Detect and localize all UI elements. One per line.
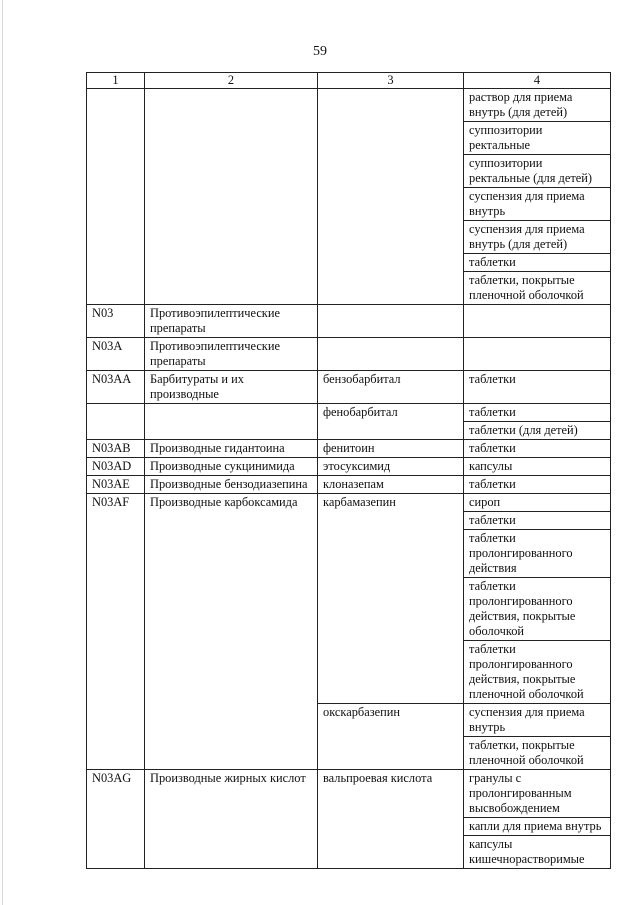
code-cell bbox=[87, 89, 145, 305]
code-cell: N03AG bbox=[87, 770, 145, 869]
page-edge-line bbox=[2, 0, 3, 905]
column-header: 3 bbox=[318, 73, 464, 89]
drug-cell: фенитоин bbox=[318, 440, 464, 458]
table-row bbox=[87, 404, 611, 422]
group-cell: Производные сукцинимида bbox=[145, 458, 318, 476]
group-cell: Противоэпилептические препараты bbox=[145, 305, 318, 338]
code-cell: N03AE bbox=[87, 476, 145, 494]
form-cell: суппозитории ректальные (для детей) bbox=[464, 155, 611, 188]
page-number: 59 bbox=[313, 44, 327, 59]
form-cell: таблетки bbox=[464, 512, 611, 530]
group-cell: Производные карбоксамида bbox=[145, 494, 318, 770]
table-row bbox=[87, 440, 611, 458]
form-cell: сироп bbox=[464, 494, 611, 512]
form-cell: таблетки, покрытые пленочной оболочкой bbox=[464, 737, 611, 770]
table-row bbox=[87, 371, 611, 404]
table-row bbox=[87, 305, 611, 338]
form-cell: раствор для приема внутрь (для детей) bbox=[464, 89, 611, 122]
form-cell: суспензия для приема внутрь bbox=[464, 704, 611, 737]
column-header: 4 bbox=[464, 73, 611, 89]
form-cell: суппозитории ректальные bbox=[464, 122, 611, 155]
drug-cell bbox=[318, 338, 464, 371]
code-cell: N03A bbox=[87, 338, 145, 371]
code-cell: N03 bbox=[87, 305, 145, 338]
drug-table bbox=[86, 72, 611, 869]
form-cell: капсулы кишечнорастворимые bbox=[464, 836, 611, 869]
table-row bbox=[87, 770, 611, 818]
drug-cell: этосуксимид bbox=[318, 458, 464, 476]
form-cell: капсулы bbox=[464, 458, 611, 476]
form-cell: таблетки пролонгированного действия, покрытые пленочной оболочкой bbox=[464, 641, 611, 704]
group-cell: Производные бензодиазепина bbox=[145, 476, 318, 494]
drug-cell: вальпроевая кислота bbox=[318, 770, 464, 869]
form-cell: капли для приема внутрь bbox=[464, 818, 611, 836]
form-cell: таблетки bbox=[464, 371, 611, 404]
form-cell: суспензия для приема внутрь bbox=[464, 188, 611, 221]
group-cell: Производные жирных кислот bbox=[145, 770, 318, 869]
form-cell bbox=[464, 338, 611, 371]
group-cell: Противоэпилептические препараты bbox=[145, 338, 318, 371]
code-cell: N03AA bbox=[87, 371, 145, 404]
code-cell: N03AD bbox=[87, 458, 145, 476]
form-cell: таблетки пролонгированного действия, покрытые оболочкой bbox=[464, 578, 611, 641]
table-row bbox=[87, 458, 611, 476]
form-cell: таблетки bbox=[464, 440, 611, 458]
form-cell: таблетки пролонгированного действия bbox=[464, 530, 611, 578]
table-row bbox=[87, 338, 611, 371]
code-cell bbox=[87, 404, 145, 440]
form-cell: таблетки (для детей) bbox=[464, 422, 611, 440]
form-cell: таблетки bbox=[464, 404, 611, 422]
form-cell: суспензия для приема внутрь (для детей) bbox=[464, 221, 611, 254]
column-header: 2 bbox=[145, 73, 318, 89]
group-cell: Производные гидантоина bbox=[145, 440, 318, 458]
form-cell: таблетки, покрытые пленочной оболочкой bbox=[464, 272, 611, 305]
drug-cell: фенобарбитал bbox=[318, 404, 464, 440]
code-cell: N03AF bbox=[87, 494, 145, 770]
form-cell: гранулы с пролонгированным высвобождением bbox=[464, 770, 611, 818]
code-cell: N03AB bbox=[87, 440, 145, 458]
form-cell: таблетки bbox=[464, 476, 611, 494]
form-cell: таблетки bbox=[464, 254, 611, 272]
table-row bbox=[87, 494, 611, 512]
group-cell: Барбитураты и их производные bbox=[145, 371, 318, 404]
column-header: 1 bbox=[87, 73, 145, 89]
table-header-row bbox=[87, 73, 611, 89]
table-row bbox=[87, 476, 611, 494]
drug-cell: карбамазепин bbox=[318, 494, 464, 704]
drug-cell bbox=[318, 305, 464, 338]
drug-cell: окскарбазепин bbox=[318, 704, 464, 770]
table-row bbox=[87, 89, 611, 122]
drug-cell bbox=[318, 89, 464, 305]
group-cell bbox=[145, 404, 318, 440]
group-cell bbox=[145, 89, 318, 305]
form-cell bbox=[464, 305, 611, 338]
drug-cell: бензобарбитал bbox=[318, 371, 464, 404]
drug-cell: клоназепам bbox=[318, 476, 464, 494]
